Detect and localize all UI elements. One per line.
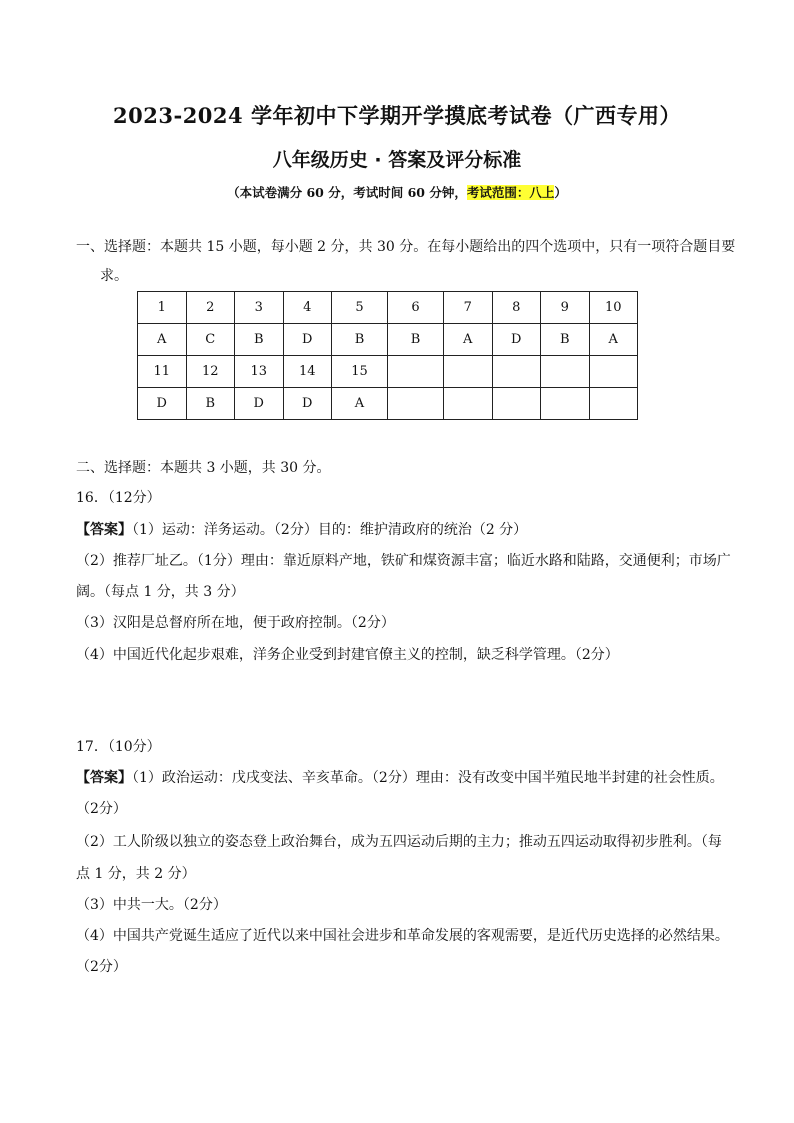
- table-cell: 9: [541, 292, 590, 324]
- table-cell: 12: [186, 356, 235, 388]
- table-cell: 11: [138, 356, 187, 388]
- table-cell: A: [332, 388, 388, 420]
- q16-answer-line-3: 阔。（每点 1 分，共 3 分）: [76, 584, 245, 600]
- table-cell: A: [589, 324, 638, 356]
- table-cell: [589, 356, 638, 388]
- table-cell: A: [444, 324, 493, 356]
- table-cell: [492, 388, 541, 420]
- table-row: [138, 388, 638, 420]
- table-cell: [444, 356, 493, 388]
- table-cell: [492, 356, 541, 388]
- page-subtitle: 八年级历史 · 答案及评分标准: [272, 149, 522, 171]
- q16-answer-line-5: （4）中国近代化起步艰难，洋务企业受到封建官僚主义的控制，缺乏科学管理。（2分）: [76, 647, 619, 663]
- table-cell: 15: [332, 356, 388, 388]
- q16-answer-line-4: （3）汉阳是总督府所在地，便于政府控制。（2分）: [76, 615, 395, 631]
- q16-answer-line-2: （2）推荐厂址乙。（1分）理由：靠近原料产地，铁矿和煤资源丰富；临近水路和陆路，交通便利；市场广: [76, 553, 731, 569]
- section2-heading: 二、选择题：本题共 3 小题，共 30 分。: [76, 460, 331, 476]
- table-cell: [388, 356, 444, 388]
- table-cell: C: [186, 324, 235, 356]
- q17-answer-line-4: 点 1 分，共 2 分）: [76, 866, 196, 882]
- section1-heading: 一、选择题：本题共 15 小题，每小题 2 分，共 30 分。在每小题给出的四个选项中，只有一项符合题目要: [76, 239, 736, 255]
- table-cell: 8: [492, 292, 541, 324]
- table-cell: D: [235, 388, 284, 420]
- table-cell: 5: [332, 292, 388, 324]
- table-row: [138, 324, 638, 356]
- table-cell: B: [541, 324, 590, 356]
- table-cell: 14: [283, 356, 332, 388]
- table-cell: [541, 388, 590, 420]
- q16-answer-text: （1）运动：洋务运动。（2分）目的：维护清政府的统治（2 分）: [132, 522, 528, 538]
- q17-answer-line-5: （3）中共一大。（2分）: [76, 897, 227, 913]
- table-cell: 13: [235, 356, 284, 388]
- q17-answer-line-6: （4）中国共产党诞生适应了近代以来中国社会进步和革命发展的客观需要，是近代历史选择的必然结果。: [76, 928, 729, 944]
- table-cell: 1: [138, 292, 187, 324]
- table-row: [138, 292, 638, 324]
- table-cell: A: [138, 324, 187, 356]
- table-cell: D: [138, 388, 187, 420]
- table-cell: 3: [235, 292, 284, 324]
- table-cell: 7: [444, 292, 493, 324]
- table-cell: [444, 388, 493, 420]
- exam-note-suffix: ）: [554, 185, 567, 200]
- exam-note-prefix: （本试卷满分 60 分，考试时间 60 分钟，: [227, 185, 467, 200]
- table-cell: B: [332, 324, 388, 356]
- answer-label: 【答案】: [76, 770, 132, 786]
- q17-answer-line-1: [76, 768, 724, 788]
- answer-table: [137, 291, 638, 420]
- q16-answer-line-1: [76, 520, 527, 540]
- table-cell: D: [283, 324, 332, 356]
- table-cell: B: [235, 324, 284, 356]
- table-cell: B: [388, 324, 444, 356]
- q16-title: 16．（12分）: [76, 490, 161, 506]
- table-cell: [589, 388, 638, 420]
- q17-answer-line-7: （2分）: [76, 959, 127, 975]
- q17-answer-text: （1）政治运动：戊戌变法、辛亥革命。（2分）理由：没有改变中国半殖民地半封建的社会性质。: [132, 770, 724, 786]
- table-cell: 4: [283, 292, 332, 324]
- q17-answer-line-3: （2）工人阶级以独立的姿态登上政治舞台，成为五四运动后期的主力；推动五四运动取得初步胜利。（每: [76, 834, 722, 850]
- table-cell: 10: [589, 292, 638, 324]
- q17-answer-line-2: （2分）: [76, 801, 127, 817]
- exam-scope-highlight: 考试范围：八上: [466, 185, 555, 200]
- table-cell: B: [186, 388, 235, 420]
- table-row: [138, 356, 638, 388]
- table-cell: 2: [186, 292, 235, 324]
- q17-title: 17．（10分）: [76, 739, 161, 755]
- answer-label: 【答案】: [76, 522, 132, 538]
- section1-heading-cont: 求。: [100, 268, 128, 284]
- exam-note: [0, 183, 794, 201]
- table-cell: 6: [388, 292, 444, 324]
- table-cell: D: [283, 388, 332, 420]
- page-title: 2023-2024 学年初中下学期开学摸底考试卷（广西专用）: [113, 103, 681, 128]
- table-cell: D: [492, 324, 541, 356]
- table-cell: [388, 388, 444, 420]
- table-cell: [541, 356, 590, 388]
